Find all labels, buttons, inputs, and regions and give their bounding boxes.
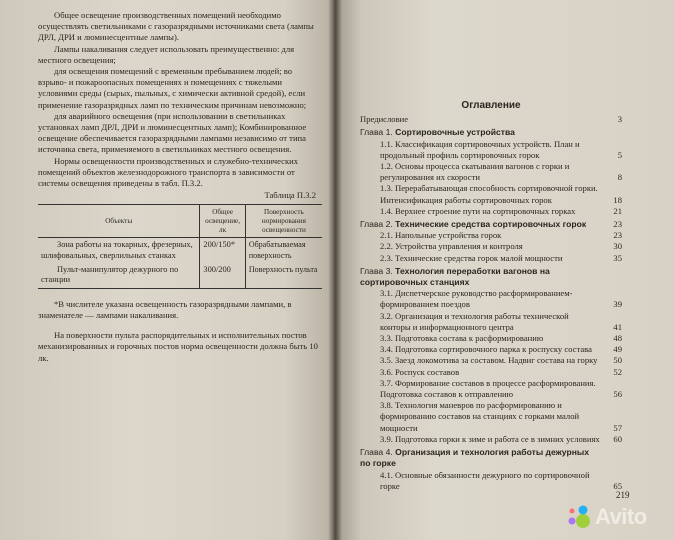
toc-entry-title: 3.4. Подготовка сортировочного парка к роспуску состава [380,344,592,355]
toc-page-number: 50 [613,355,622,366]
toc-entry-title: 3.8. Технология маневров по расформированию и формированию составов на станциях с горками малой мощности [380,400,580,433]
avito-logo-icon [566,504,592,530]
toc-page-number: 49 [613,344,622,355]
column-header: Общее освещение, лк [200,205,245,238]
toc-entry [360,206,622,217]
page-number: 219 [616,490,630,500]
table-row [38,238,322,263]
toc-entry-title: 1.3. Перерабатывающая способность сортировочной горки. Интенсификация работы сортировочных горок [380,183,598,205]
toc-entry [360,161,622,183]
toc-entry [360,241,622,252]
toc-entry-title: 3.9. Подготовка горки к зиме и работа се в зимних условиях [380,433,600,444]
paragraph: Нормы освещенности производственных и служебно-технических помещений объектов железнодорожного транспорта в зависимости от системы освещения приведены в табл. П.3.2. [38,155,299,189]
toc-chapter [360,219,622,230]
table-cell: 300/200 [200,263,245,288]
left-page [0,0,334,540]
toc-page-number: 52 [613,366,622,377]
chapter-prefix: Глава 2. [360,219,393,230]
toc-page-number: 3 [617,114,622,125]
toc-page-number: 39 [613,299,622,310]
toc-entry-title: 3.5. Заезд локомотива за составом. Надвиг состава на горку [380,355,598,366]
paragraph: На поверхности пульта распорядительных и исполнительных постов механизированных и горочных постов норма освещенности должна быть 10 лк. [38,330,318,363]
toc-entry-title: 2.3. Технические средства горок малой мощности [380,252,563,263]
toc-entry [360,470,622,492]
paragraph: для аварийного освещения (при использовании в светильниках установках ламп ДРЛ, ДРИ и люминесцентных ламп); Комбинированное освещение обеспечивается газоразрядными лампами независимо от типа источника света, применяемого в светильниках местного освещения. [38,110,307,155]
toc-page-number: 41 [613,321,622,332]
toc-page-number: 23 [613,219,622,230]
toc-entry [360,311,622,333]
toc-page-number: 60 [613,433,622,444]
toc-entry [360,253,622,264]
table-cell: Обрабатываемая поверхность [245,238,322,263]
avito-watermark [566,502,670,532]
toc-chapter [360,447,622,469]
toc-entry [360,344,622,355]
toc-entry [360,288,622,310]
table-header-row [38,205,322,238]
chapter-prefix: Глава 4. [360,447,393,458]
toc-entry-title: 3.3. Подготовка состава к расформированию [380,333,544,344]
toc-entry-title: 1.1. Классификация сортировочных устройств. План и продольный профиль сортировочных горок [380,138,580,160]
paragraph: для освещения помещений с временным пребыванием людей; во взрыво- и пожароопасных помещениях и помещениях с тяжелыми условиями среды (сырых, пыльных, с химически активной средой), если применение газоразрядных ламп по техническим причинам невозможно; [38,66,307,110]
toc-page-number: 65 [613,480,622,491]
illumination-table [38,204,322,288]
toc-page-number: 5 [617,149,622,160]
toc-entry-title [360,266,600,288]
table-of-contents [360,100,622,492]
chapter-title: Технология переработки вагонов на сортировочных станциях [360,265,550,288]
toc-entry-title: 2.1. Напольные устройства горок [380,230,502,241]
toc-entry-title [360,127,600,138]
table-cell: Зона работы на токарных, фрезерных, шлифовальных, сверлильных станках [41,240,193,260]
toc-page-number: 56 [613,389,622,400]
paragraph: Лампы накаливания следует использовать преимущественно: для местного освещения; [38,43,295,65]
toc-entry-title: 1.2. Основы процесса скатывания вагонов с горки и регулирования их скорости [380,161,570,183]
left-page-text [38,10,322,364]
column-header: Объекты [38,205,200,238]
table-cell: Пульт-манипулятор дежурного по станции [38,263,200,288]
toc-entry [360,367,622,378]
toc-chapter [360,266,622,288]
chapter-title: Сортировочные устройства [395,127,515,138]
chapter-title: Организация и технология работы дежурных по горке [360,447,590,469]
column-header: Поверхность нормирования освещенности [245,205,322,238]
chapter-prefix: Глава 3. [360,265,393,276]
toc-page-number: 23 [613,230,622,241]
table-caption: Таблица П.3.2 [264,190,316,201]
toc-list [360,114,622,492]
toc-entry [360,355,622,366]
toc-entry [360,183,622,205]
book-gutter [328,0,342,540]
toc-entry-title: 3.2. Организация и технология работы технической конторы и информационного центра [380,310,569,332]
toc-entry [360,378,622,400]
paragraph: Общее освещение производственных помещений необходимо осуществлять светильниками с газоразрядными источниками света (лампы ДРЛ, ДРИ и люминесцентные лампы). [38,10,314,43]
toc-page-number: 8 [617,172,622,183]
table-cell: 200/150* [200,238,245,263]
toc-entry [360,400,622,434]
chapter-prefix: Глава 1. [360,127,393,138]
toc-entry-title: Предисловие [360,114,409,125]
table-footnote: *В числителе указана освещенность газоразрядными лампами, в знаменателе — лампами накаливания. [38,298,292,321]
toc-page-number: 35 [613,252,622,263]
table-cell: Поверхность пульта [245,263,322,288]
toc-entry [360,434,622,445]
toc-entry [360,333,622,344]
toc-entry-title [360,219,600,230]
toc-entry-title: 3.7. Формирование составов в процессе расформирования. Подготовка составов к отправлению [380,377,596,400]
toc-entry-title [360,447,600,469]
toc-page-number: 48 [613,333,622,344]
chapter-title: Технические средства сортировочных горок [395,219,587,230]
toc-entry-title: 3.1. Диспетчерское руководство расформированием-формированием поездов [380,288,573,310]
toc-title: Оглавление [461,100,521,111]
toc-entry-title: 4.1. Основные обязанности дежурного по сортировочной горке [380,469,590,491]
toc-page-number: 30 [613,241,622,252]
toc-chapter [360,127,622,138]
watermark-label: Avito [595,504,647,529]
toc-entry-title: 3.6. Роспуск составов [380,366,460,377]
toc-entry [360,114,622,125]
toc-page-number: 21 [613,205,622,216]
toc-page-number: 18 [613,194,622,205]
toc-entry [360,139,622,161]
toc-page-number: 57 [613,422,622,433]
toc-entry [360,230,622,241]
table-row [38,263,322,288]
toc-entry-title: 1.4. Верхнее строение пути на сортировочных горках [380,205,576,216]
toc-entry-title: 2.2. Устройства управления и контроля [380,241,523,252]
